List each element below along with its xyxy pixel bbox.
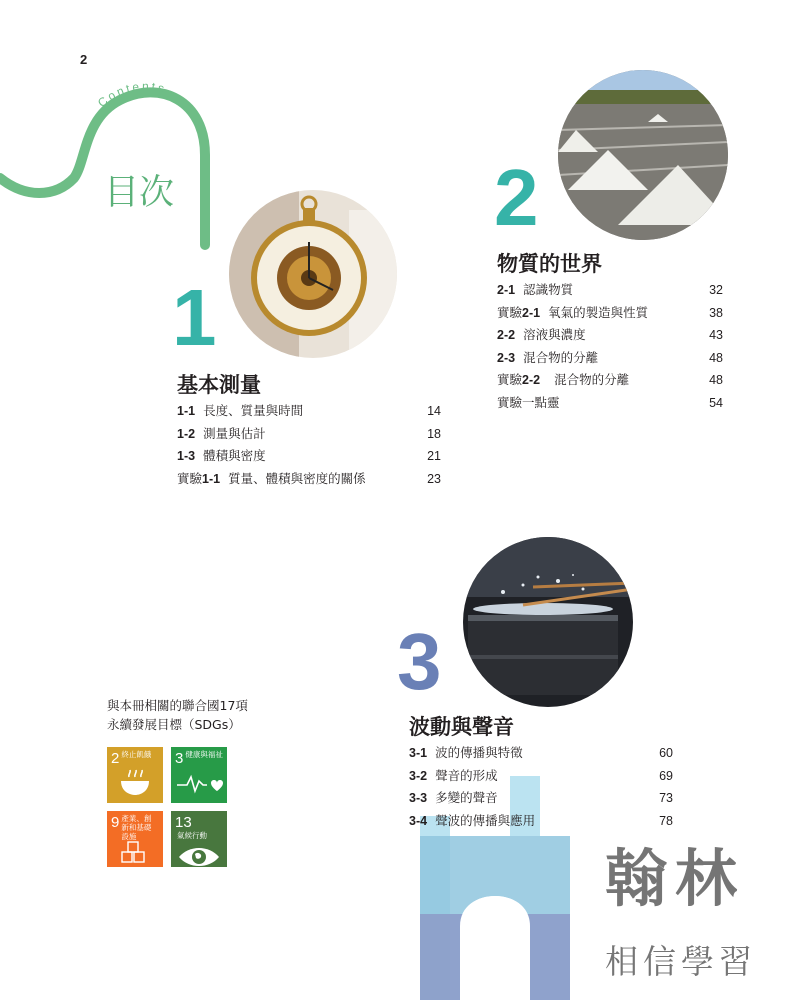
chapter-3-toc [409, 743, 673, 833]
eye-globe-icon [175, 843, 223, 871]
sdg-goal-13-tile: 13氣候行動 [171, 811, 227, 867]
toc-row[interactable]: 實驗一點靈 54 [497, 395, 723, 410]
sdg-goal-9-tile: 9 產業、創新和基礎設施 [107, 811, 163, 867]
chapter-2-title: 物質的世界 [497, 252, 602, 276]
chapter-1-title: 基本測量 [177, 373, 261, 397]
toc-row[interactable]: 實驗2-2 混合物的分離 48 [497, 372, 723, 387]
chapter-2-photo-salt-pans [558, 70, 728, 240]
chapter-2-toc [497, 280, 723, 415]
chapter-3-title: 波動與聲音 [409, 715, 514, 739]
toc-row[interactable]: 1-3 體積與密度 21 [177, 448, 441, 463]
chapter-3-number: 3 [397, 617, 442, 706]
toc-row[interactable]: 3-2 聲音的形成 69 [409, 767, 673, 783]
toc-row[interactable]: 1-2 測量與估計 18 [177, 425, 441, 441]
chapter-1-photo-pocket-watch [229, 190, 397, 358]
cubes-icon [111, 841, 159, 865]
sdg-goal-3-tile: 3 健康與福祉 [171, 747, 227, 803]
sdgs-heading: 與本冊相關的聯合國17項 永續發展目標（SDGs） [107, 698, 248, 732]
contents-label: Contents [94, 79, 169, 111]
toc-row[interactable]: 實驗2-1 氧氣的製造與性質 38 [497, 304, 723, 320]
publisher-name: 翰林 [605, 842, 746, 915]
toc-row[interactable]: 3-4 聲波的傳播與應用 78 [409, 812, 673, 828]
page-title: 目次 [104, 173, 175, 213]
chapter-3-photo-drum-splash [463, 537, 633, 707]
toc-row[interactable]: 2-2 溶液與濃度 43 [497, 327, 723, 342]
toc-row[interactable]: 2-1 認識物質 32 [497, 282, 723, 297]
toc-row[interactable]: 2-3 混合物的分離 48 [497, 349, 723, 365]
chapter-1-toc [177, 401, 441, 491]
toc-row[interactable]: 3-1 波的傳播與特徵 60 [409, 745, 673, 760]
chapter-2-number: 2 [494, 153, 539, 242]
toc-row[interactable]: 實驗1-1 質量、體積與密度的關係 23 [177, 470, 441, 486]
heartbeat-icon [175, 769, 223, 797]
sdg-goal-2-tile: 2 終止飢餓 [107, 747, 163, 803]
toc-row[interactable]: 1-1 長度、質量與時間 14 [177, 403, 441, 418]
page-number: 2 [80, 52, 88, 67]
publisher-slogan: 相信學習 [605, 942, 757, 981]
toc-row[interactable]: 3-3 多變的聲音 73 [409, 790, 673, 805]
bowl-icon [111, 769, 159, 797]
chapter-1-number: 1 [172, 273, 217, 362]
